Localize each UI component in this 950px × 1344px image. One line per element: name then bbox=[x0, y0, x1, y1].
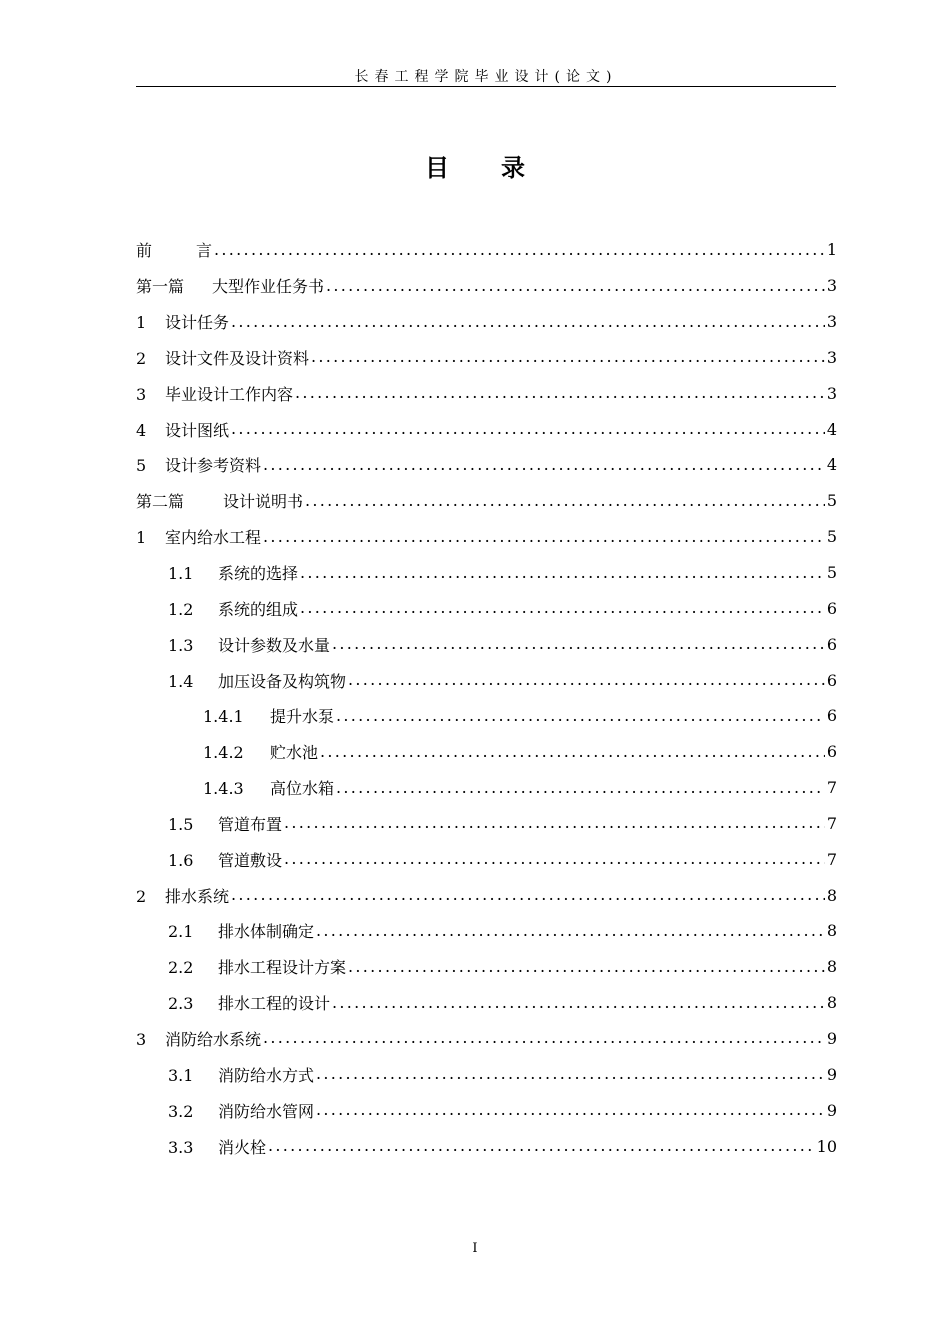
toc-entry-title bbox=[203, 704, 334, 727]
toc-entry-page: 3 bbox=[826, 383, 837, 403]
toc-entry[interactable] bbox=[136, 1092, 837, 1128]
toc-entry-title bbox=[168, 1063, 314, 1086]
toc-entry[interactable] bbox=[136, 340, 837, 376]
toc-entry-label: 大型作业任务书 bbox=[212, 277, 325, 297]
toc-entry-label: 贮水池 bbox=[270, 743, 319, 763]
toc-entry-title bbox=[136, 525, 261, 548]
toc-entry-label: 加压设备及构筑物 bbox=[218, 671, 347, 691]
toc-entry[interactable] bbox=[136, 483, 837, 519]
toc-entry[interactable] bbox=[136, 447, 837, 483]
toc-leader-dots bbox=[231, 887, 825, 903]
toc-entry[interactable] bbox=[136, 913, 837, 949]
toc-leader-dots bbox=[316, 1066, 825, 1082]
toc-leader-dots bbox=[316, 1102, 825, 1118]
toc-entry-title bbox=[168, 991, 330, 1014]
toc-entry-label: 管道敷设 bbox=[218, 850, 283, 870]
toc-entry[interactable] bbox=[136, 555, 837, 591]
toc-entry-title bbox=[168, 561, 298, 584]
toc-entry-label: 设计参数及水量 bbox=[218, 635, 331, 655]
toc-entry-number: 2.2 bbox=[168, 958, 194, 978]
toc-leader-dots bbox=[300, 565, 825, 581]
toc-entry-label: 排水系统 bbox=[165, 886, 230, 906]
toc-entry[interactable] bbox=[136, 841, 837, 877]
toc-leader-dots bbox=[231, 314, 825, 330]
toc-entry-page: 7 bbox=[826, 849, 837, 869]
toc-entry-page: 9 bbox=[826, 1100, 837, 1120]
toc-entry-number: 3 bbox=[136, 1029, 147, 1049]
toc-leader-dots bbox=[300, 600, 825, 616]
toc-entry-number: 1.2 bbox=[168, 599, 194, 619]
toc-entry-label: 提升水泵 bbox=[270, 707, 335, 727]
toc-entry[interactable] bbox=[136, 662, 837, 698]
toc-leader-dots bbox=[326, 278, 825, 294]
toc-entry-label: 设计参考资料 bbox=[165, 456, 262, 476]
toc-entry-title bbox=[136, 310, 229, 333]
toc-entry[interactable] bbox=[136, 232, 837, 268]
toc-leader-dots bbox=[263, 529, 825, 545]
toc-entry-page: 6 bbox=[826, 706, 837, 726]
toc-entry[interactable] bbox=[136, 985, 837, 1021]
toc-entry-title bbox=[168, 919, 314, 942]
toc-entry-page: 5 bbox=[826, 527, 837, 547]
toc-leader-dots bbox=[332, 995, 825, 1011]
page-number: I bbox=[472, 1241, 478, 1256]
toc-entry-page: 6 bbox=[826, 742, 837, 762]
toc-entry[interactable] bbox=[136, 877, 837, 913]
toc-entry-page: 8 bbox=[826, 957, 837, 977]
page-title: 目录 bbox=[425, 154, 577, 182]
toc-entry-page: 4 bbox=[826, 419, 837, 439]
toc-entry-page: 7 bbox=[826, 778, 837, 798]
toc-entry-page: 8 bbox=[826, 921, 837, 941]
toc-entry[interactable] bbox=[136, 519, 837, 555]
toc-entry-number: 1.3 bbox=[168, 635, 194, 655]
toc-entry[interactable] bbox=[136, 304, 837, 340]
toc-entry-page: 9 bbox=[826, 1064, 837, 1084]
toc-entry-title bbox=[136, 418, 229, 441]
toc-entry-page: 6 bbox=[826, 634, 837, 654]
toc-leader-dots bbox=[348, 959, 825, 975]
toc-entry-number: 1.4 bbox=[168, 671, 194, 691]
toc-entry-number: 2.1 bbox=[168, 922, 194, 942]
toc-entry-label: 管道布置 bbox=[218, 814, 283, 834]
toc-entry-label: 设计图纸 bbox=[165, 420, 230, 440]
toc-leader-dots bbox=[231, 421, 825, 437]
toc-entry-page: 5 bbox=[826, 491, 837, 511]
toc-entry[interactable] bbox=[136, 1021, 837, 1057]
toc-entry-page: 3 bbox=[826, 347, 837, 367]
toc-entry-label: 消防给水方式 bbox=[218, 1065, 315, 1085]
toc-entry-title bbox=[136, 238, 212, 261]
toc-leader-dots bbox=[332, 636, 825, 652]
toc-entry-page: 7 bbox=[826, 813, 837, 833]
toc-entry-number: 第二篇 bbox=[136, 492, 185, 512]
toc-entry-title bbox=[136, 884, 229, 907]
toc-entry[interactable] bbox=[136, 375, 837, 411]
toc-entry-number: 3.3 bbox=[168, 1137, 194, 1157]
toc-entry-number: 前 bbox=[136, 241, 153, 261]
toc-entry[interactable] bbox=[136, 626, 837, 662]
toc-entry-title bbox=[203, 740, 318, 763]
toc-entry-label: 高位水箱 bbox=[270, 779, 335, 799]
toc-entry-title bbox=[136, 489, 303, 512]
toc-entry-title bbox=[136, 382, 293, 405]
toc-entry-title bbox=[136, 346, 309, 369]
toc-entry[interactable] bbox=[136, 806, 837, 842]
toc-entry-label: 设计文件及设计资料 bbox=[165, 348, 310, 368]
header-rule bbox=[136, 86, 836, 87]
toc-entry-label: 室内给水工程 bbox=[165, 528, 262, 548]
toc-leader-dots bbox=[214, 242, 825, 258]
toc-entry-title bbox=[168, 597, 298, 620]
toc-entry-number: 1.1 bbox=[168, 564, 194, 584]
toc-entry-label: 设计说明书 bbox=[223, 492, 304, 512]
toc-entry-number: 1 bbox=[136, 313, 147, 333]
toc-entry-label: 消防给水系统 bbox=[165, 1029, 262, 1049]
toc-leader-dots bbox=[268, 1138, 815, 1154]
toc-entry-page: 5 bbox=[826, 563, 837, 583]
toc-entry-number: 2 bbox=[136, 348, 147, 368]
toc-entry-title bbox=[168, 633, 330, 656]
toc-entry-title bbox=[203, 776, 334, 799]
toc-leader-dots bbox=[263, 457, 825, 473]
toc-leader-dots bbox=[295, 385, 825, 401]
toc-entry-title bbox=[168, 1135, 266, 1158]
toc-leader-dots bbox=[284, 815, 825, 831]
toc-leader-dots bbox=[263, 1030, 825, 1046]
toc-entry-page: 1 bbox=[826, 240, 837, 260]
toc-leader-dots bbox=[305, 493, 825, 509]
toc-entry[interactable] bbox=[136, 1128, 837, 1164]
toc-entry-number: 1.4.2 bbox=[203, 743, 244, 763]
toc-entry[interactable] bbox=[136, 770, 837, 806]
toc-entry-page: 3 bbox=[826, 312, 837, 332]
toc-entry[interactable] bbox=[136, 949, 837, 985]
toc-entry-label: 系统的选择 bbox=[218, 564, 299, 584]
toc-entry-number: 3.2 bbox=[168, 1101, 194, 1121]
toc-entry-label: 消防给水管网 bbox=[218, 1101, 315, 1121]
toc-entry[interactable] bbox=[136, 268, 837, 304]
toc-entry-number: 1 bbox=[136, 528, 147, 548]
toc-leader-dots bbox=[311, 349, 825, 365]
toc-entry-title bbox=[136, 274, 324, 297]
running-header: 长春工程学院毕业设计(论文) bbox=[354, 69, 618, 85]
toc-entry-number: 第一篇 bbox=[136, 277, 185, 297]
toc-entry-number: 2.3 bbox=[168, 994, 194, 1014]
toc-entry-number: 1.6 bbox=[168, 850, 194, 870]
toc-entry-page: 6 bbox=[826, 670, 837, 690]
toc-entry-number: 1.4.1 bbox=[203, 707, 244, 727]
toc-entry[interactable] bbox=[136, 698, 837, 734]
toc-entry-title bbox=[168, 669, 346, 692]
toc-entry-title bbox=[168, 1099, 314, 1122]
toc-entry-page: 8 bbox=[826, 993, 837, 1013]
toc-entry[interactable] bbox=[136, 734, 837, 770]
toc-entry-label: 设计任务 bbox=[165, 313, 230, 333]
toc-entry-title bbox=[136, 453, 261, 476]
toc-entry-number: 2 bbox=[136, 886, 147, 906]
toc-entry-label: 排水体制确定 bbox=[218, 922, 315, 942]
toc-entry-title bbox=[168, 955, 346, 978]
toc-entry-page: 8 bbox=[826, 885, 837, 905]
toc-entry-page: 6 bbox=[826, 598, 837, 618]
toc-entry-label: 系统的组成 bbox=[218, 599, 299, 619]
toc-entry-number: 1.4.3 bbox=[203, 779, 244, 799]
toc-leader-dots bbox=[320, 744, 825, 760]
toc-leader-dots bbox=[348, 672, 825, 688]
toc-entry-number: 4 bbox=[136, 420, 147, 440]
toc-leader-dots bbox=[336, 708, 825, 724]
toc-entry-label: 毕业设计工作内容 bbox=[165, 384, 294, 404]
toc-leader-dots bbox=[316, 923, 825, 939]
table-of-contents bbox=[136, 232, 837, 1164]
toc-entry[interactable] bbox=[136, 411, 837, 447]
toc-entry[interactable] bbox=[136, 1056, 837, 1092]
toc-entry-label: 消火栓 bbox=[218, 1137, 267, 1157]
toc-entry-label: 排水工程的设计 bbox=[218, 994, 331, 1014]
toc-entry-title bbox=[168, 812, 282, 835]
toc-entry-page: 10 bbox=[816, 1136, 837, 1156]
toc-entry[interactable] bbox=[136, 590, 837, 626]
toc-entry-page: 9 bbox=[826, 1028, 837, 1048]
toc-entry-title bbox=[136, 1027, 261, 1050]
toc-entry-number: 3.1 bbox=[168, 1065, 194, 1085]
toc-entry-title bbox=[168, 848, 282, 871]
toc-entry-number: 1.5 bbox=[168, 814, 194, 834]
toc-entry-label: 言 bbox=[196, 241, 213, 261]
toc-entry-page: 3 bbox=[826, 276, 837, 296]
toc-leader-dots bbox=[336, 780, 825, 796]
toc-leader-dots bbox=[284, 851, 825, 867]
toc-entry-page: 4 bbox=[826, 455, 837, 475]
toc-entry-number: 3 bbox=[136, 384, 147, 404]
toc-entry-number: 5 bbox=[136, 456, 147, 476]
toc-entry-label: 排水工程设计方案 bbox=[218, 958, 347, 978]
